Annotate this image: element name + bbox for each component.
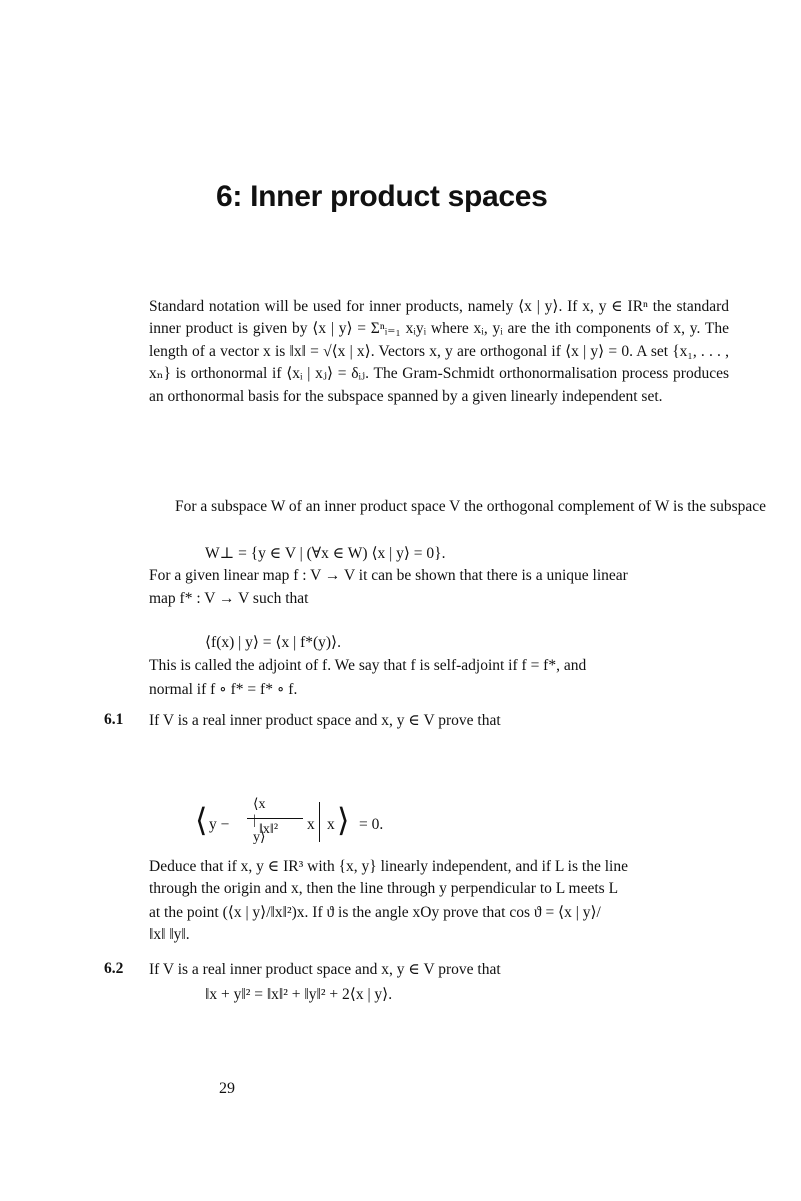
exercise-number-6-1: 6.1 <box>104 711 124 728</box>
self-adjoint-line-2: normal if f ∘ f* = f* ∘ f. <box>149 681 298 698</box>
fraction-bar <box>247 818 303 819</box>
exercise-number-6-2: 6.2 <box>104 960 124 977</box>
adjoint-intro-line-1: For a given linear map f : V → V it can be shown that there is a unique linear <box>149 567 628 584</box>
left-angle-bracket: ⟨ <box>195 801 208 839</box>
equation-separator <box>319 802 320 842</box>
page-number: 29 <box>219 1080 235 1097</box>
fraction-numerator: ⟨x | y⟩ <box>253 797 266 845</box>
orthogonal-complement-equation: W⊥ = {y ∈ V | (∀x ∈ W) ⟨x | y⟩ = 0}. <box>205 545 446 562</box>
fraction-denominator: ‖x‖² <box>259 822 279 837</box>
chapter-title: 6: Inner product spaces <box>216 180 548 213</box>
deduce-line-2: through the origin and x, then the line through y perpendicular to L meets L <box>149 880 619 897</box>
self-adjoint-line-1: This is called the adjoint of f. We say that f is self-adjoint if f = f*, and <box>149 657 587 674</box>
exercise-6-2-equation: ‖x + y‖² = ‖x‖² + ‖y‖² + 2⟨x | y⟩. <box>205 986 393 1003</box>
exercise-6-2-statement: If V is a real inner product space and x, y ∈ V prove that <box>149 961 501 978</box>
right-angle-bracket: ⟩ <box>337 801 350 839</box>
deduce-line-1: Deduce that if x, y ∈ IR³ with {x, y} linearly independent, and if L is the line <box>149 858 628 875</box>
adjoint-intro-line-2: map f* : V → V such that <box>149 590 309 607</box>
deduce-line-3: at the point (⟨x | y⟩/‖x‖²)x. If ϑ is the angle xOy prove that cos ϑ = ⟨x | y⟩/ <box>149 904 601 921</box>
deduce-line-4: ‖x‖ ‖y‖. <box>149 926 190 943</box>
adjoint-equation: ⟨f(x) | y⟩ = ⟨x | f*(y)⟩. <box>205 634 341 651</box>
equation-x: x <box>307 816 315 833</box>
equation-right-x: x <box>327 816 335 833</box>
intro-paragraph-2: For a subspace W of an inner product space V the orthogonal complement of W is the subspace <box>175 498 767 515</box>
exercise-6-1-statement: If V is a real inner product space and x, y ∈ V prove that <box>149 712 501 729</box>
intro-paragraph: Standard notation will be used for inner products, namely ⟨x | y⟩. If x, y ∈ IRⁿ the standard inner product is given by ⟨x | y⟩ = Σⁿᵢ₌₁ xᵢyᵢ where xᵢ, yᵢ are the ith components of x, y. The length of a vector x is ‖x‖ = √⟨x | x⟩. Vectors x, y are orthogonal if ⟨x | y⟩ = 0. A set {x₁, . . . , xₙ} is orthonormal if ⟨xᵢ | xⱼ⟩ = δᵢⱼ. The Gram-Schmidt orthonormalisation process produces an orthonormal basis for the subspace spanned by a given linearly independent set. <box>149 298 729 405</box>
equation-equals-zero: = 0. <box>359 816 384 833</box>
equation-y-minus: y − <box>209 816 230 833</box>
